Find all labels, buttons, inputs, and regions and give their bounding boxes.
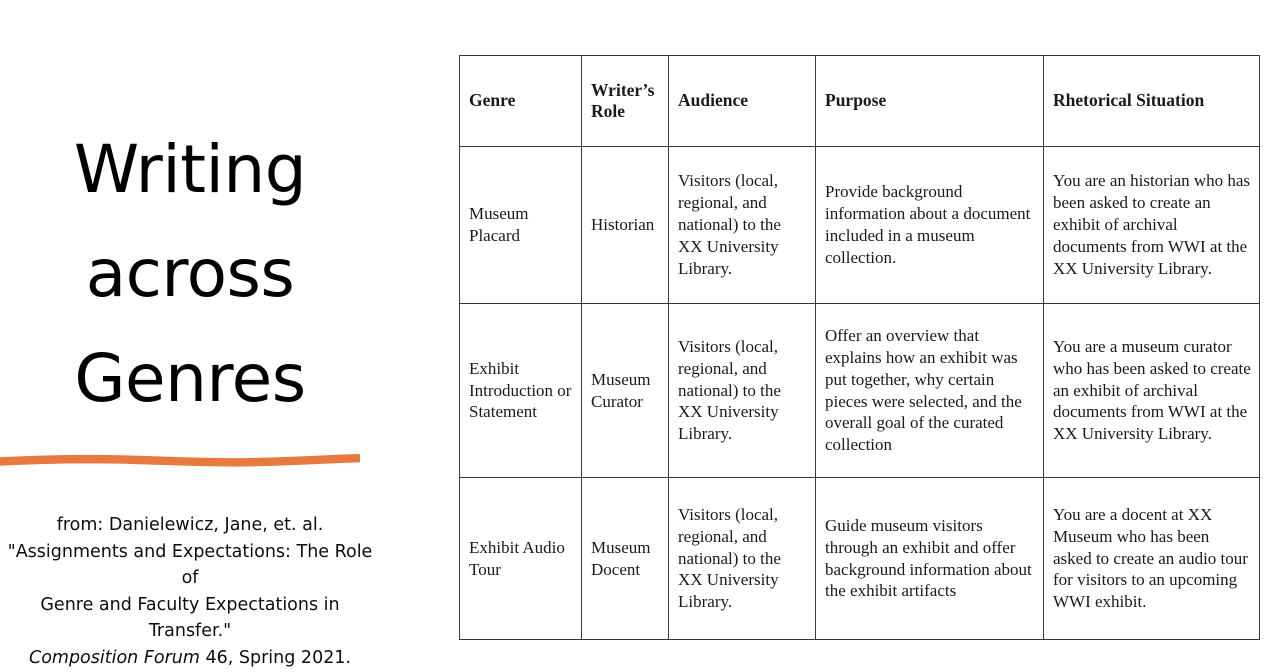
cell-audience: Visitors (local, regional, and national) to the XX University Library. <box>669 147 816 304</box>
citation-line-1: from: Danielewicz, Jane, et. al. <box>56 515 324 535</box>
accent-underline-rule <box>0 452 360 470</box>
slide-left-panel <box>0 0 430 668</box>
cell-purpose: Offer an overview that explains how an exhibit was put together, why certain pieces were selected, and the overall goal of the curated collection <box>816 304 1044 478</box>
table-header-row <box>460 56 1260 147</box>
cell-audience: Visitors (local, regional, and national) to the XX University Library. <box>669 478 816 640</box>
page-title <box>0 118 380 431</box>
citation-journal-title: Composition Forum <box>28 647 200 668</box>
column-header-rhetorical-situation: Rhetorical Situation <box>1044 56 1260 147</box>
table-header <box>460 56 1260 147</box>
cell-rhetorical-situation: You are a museum curator who has been asked to create an exhibit of archival documents from WWI at the XX University Library. <box>1044 304 1260 478</box>
cell-genre: Museum Placard <box>460 147 582 304</box>
citation-line-2: "Assignments and Expectations: The Role of <box>7 541 373 589</box>
column-header-purpose: Purpose <box>816 56 1044 147</box>
table-row <box>460 147 1260 304</box>
page-title-line-2: across <box>85 235 295 313</box>
cell-rhetorical-situation: You are an historian who has been asked to create an exhibit of archival documents from WWI at the XX University Library. <box>1044 147 1260 304</box>
genre-table <box>459 55 1260 640</box>
page-title-line-3: Genres <box>74 339 306 417</box>
table-body <box>460 147 1260 640</box>
cell-purpose: Provide background information about a document included in a museum collection. <box>816 147 1044 304</box>
cell-audience: Visitors (local, regional, and national) to the XX University Library. <box>669 304 816 478</box>
cell-writers-role: Museum Curator <box>582 304 669 478</box>
cell-genre: Exhibit Audio Tour <box>460 478 582 640</box>
cell-rhetorical-situation: You are a docent at XX Museum who has been asked to create an audio tour for visitors to an upcoming WWI exhibit. <box>1044 478 1260 640</box>
genre-table-container <box>459 55 1259 639</box>
cell-purpose: Guide museum visitors through an exhibit and offer background information about the exhibit artifacts <box>816 478 1044 640</box>
page-title-line-1: Writing <box>73 131 307 208</box>
source-citation <box>0 512 380 672</box>
citation-journal-issue: 46, Spring 2021. <box>199 647 352 668</box>
citation-line-3: Genre and Faculty Expectations in Transfer." <box>40 594 340 642</box>
column-header-writers-role: Writer’s Role <box>582 56 669 147</box>
column-header-genre: Genre <box>460 56 582 147</box>
table-row <box>460 304 1260 478</box>
cell-genre: Exhibit Introduction or Statement <box>460 304 582 478</box>
cell-writers-role: Historian <box>582 147 669 304</box>
citation-line-4 <box>0 645 380 672</box>
table-row <box>460 478 1260 640</box>
column-header-audience: Audience <box>669 56 816 147</box>
cell-writers-role: Museum Docent <box>582 478 669 640</box>
